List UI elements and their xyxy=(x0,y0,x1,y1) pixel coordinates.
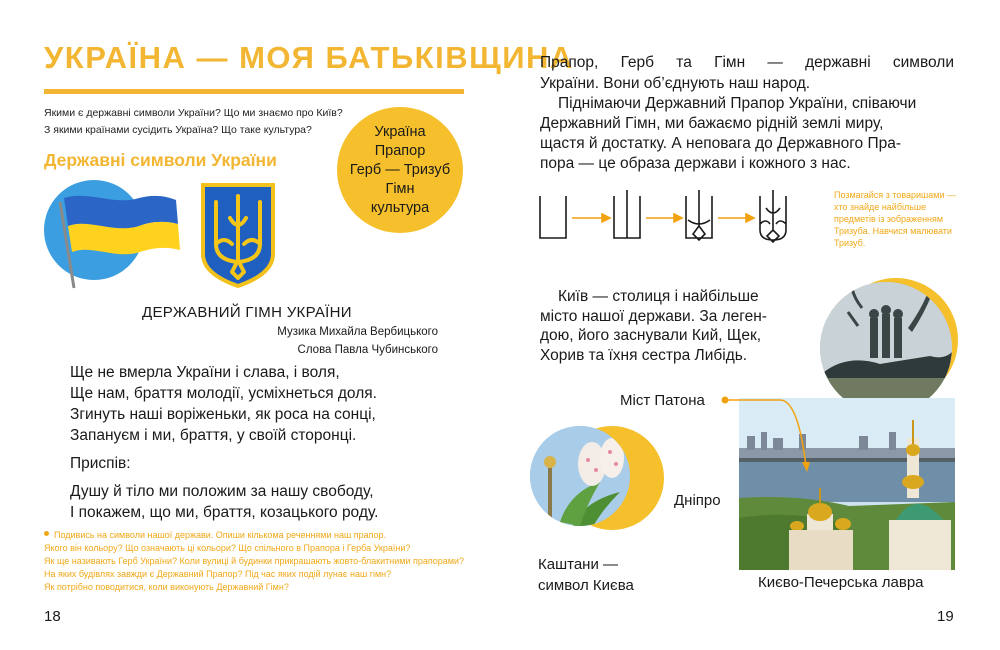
kyiv-text-line-1: Київ — столиця і найбільше xyxy=(558,288,759,305)
chorus-label: Приспів: xyxy=(70,455,131,472)
trident-note-line-1: Позмагайся з товаришами — xyxy=(834,190,956,200)
step-4-shape xyxy=(760,190,786,242)
chorus-line-1: Душу й тіло ми положим за нашу свободу, xyxy=(70,483,374,500)
founders-monument-photo xyxy=(818,268,958,418)
anthem-verse-line-3: Згинуть наші воріженьки, як роса на сонці, xyxy=(70,406,376,423)
step-2-shape xyxy=(614,190,640,238)
bullet-dot xyxy=(44,531,49,536)
trident-drawing-steps xyxy=(536,190,798,246)
label-river: Дніпро xyxy=(674,492,721,509)
flag-illustration xyxy=(44,180,184,290)
section-title: Державні символи України xyxy=(44,150,277,170)
page-title: УКРАЇНА — МОЯ БАТЬКІВЩИНА xyxy=(44,40,574,75)
label-bridge: Міст Патона xyxy=(620,392,705,409)
keyword-culture: культура xyxy=(370,199,430,216)
kyiv-text-line-3: дою, його заснували Кий, Щек, xyxy=(540,327,762,344)
step-1-shape xyxy=(540,196,566,238)
paragraph1-line-1: Прапор, Герб та Гімн — державні символи xyxy=(540,54,954,71)
anthem-words-credit: Слова Павла Чубинського xyxy=(297,344,438,356)
anthem-verse-line-4: Запануєм і ми, браття, у своїй сторонці. xyxy=(70,427,357,444)
paragraph2-line-4: пора — це образа держави і кожного з нас. xyxy=(540,155,851,172)
page-number-left: 18 xyxy=(44,608,61,625)
anthem-music-credit: Музика Михайла Вербицького xyxy=(277,326,438,338)
trident-note-line-5: Тризуб. xyxy=(834,238,866,248)
anthem-verse-line-1: Ще не вмерла України і слава, і воля, xyxy=(70,364,340,381)
keyword-anthem: Гімн xyxy=(385,180,415,197)
label-lavra: Києво-Печерська лавра xyxy=(758,574,924,591)
intro-question-1: Якими є державні символи України? Що ми знаємо про Київ? xyxy=(44,107,343,119)
anthem-title: ДЕРЖАВНИЙ ГІМН УКРАЇНИ xyxy=(142,304,352,321)
kyiv-text-line-2: місто нашої держави. За леген- xyxy=(540,308,767,325)
step-3-shape xyxy=(686,190,712,240)
bridge-pointer-line xyxy=(720,394,820,474)
anthem-verse-line-2: Ще нам, браття молодії, усміхнеться доля. xyxy=(70,385,377,402)
chorus-line-2: І покажем, що ми, браття, козацького роду. xyxy=(70,504,379,521)
paragraph1-line-2: України. Вони об’єднують наш народ. xyxy=(540,75,811,92)
gold-dome-2 xyxy=(808,503,832,521)
label-chestnut-line-1: Каштани — xyxy=(538,556,618,573)
keywords-circle xyxy=(337,107,463,233)
keyword-flag: Прапор xyxy=(374,142,426,159)
trident-note-line-4: Тризуба. Навчися малювати xyxy=(834,226,952,236)
label-chestnut-line-2: символ Києва xyxy=(538,577,634,594)
trident-note-line-2: хто знайде найбільше xyxy=(834,202,927,212)
bottom-question-2: Якого він кольору? Що означають ці кольори? Що спільного в Прапора і Герба України? xyxy=(44,543,411,553)
arrow-3-icon xyxy=(746,214,754,222)
paragraph2-line-3: щастя й достатку. А неповага до Державного Пра- xyxy=(540,135,902,152)
bottom-question-3: Як ще називають Герб України? Коли вулиці й будинки прикрашають жовто-блакитними прапорами? xyxy=(44,556,464,566)
coat-of-arms-trident-icon xyxy=(200,182,276,288)
page-number-right: 19 xyxy=(937,608,954,625)
chestnut-photo xyxy=(530,422,670,532)
bottom-question-1: Подивись на символи нашої держави. Опиши кількома реченнями наш прапор. xyxy=(54,530,386,540)
arrow-2-icon xyxy=(674,214,682,222)
kyiv-text-line-4: Хорив та їхня сестра Либідь. xyxy=(540,347,748,364)
bottom-question-5: Як потрібно поводитися, коли виконують Державний Гімн? xyxy=(44,582,289,592)
trident-note-line-3: предметів із зображенням xyxy=(834,214,944,224)
keyword-coat-of-arms: Герб — Тризуб xyxy=(349,161,451,178)
paragraph2-line-1: Піднімаючи Державний Прапор України, співаючи xyxy=(558,95,917,112)
keyword-ukraine: Україна xyxy=(374,123,426,140)
arrow-1-icon xyxy=(602,214,610,222)
intro-question-2: З якими країнами сусідить Україна? Що таке культура? xyxy=(44,124,312,136)
gold-dome-1 xyxy=(902,475,924,489)
bottom-question-4: На яких будівлях завжди є Державний Прапор? Під час яких подій лунає наш гімн? xyxy=(44,569,392,579)
title-underline xyxy=(44,89,464,94)
paragraph2-line-2: Державний Гімн, ми бажаємо рідній землі миру, xyxy=(540,115,884,132)
